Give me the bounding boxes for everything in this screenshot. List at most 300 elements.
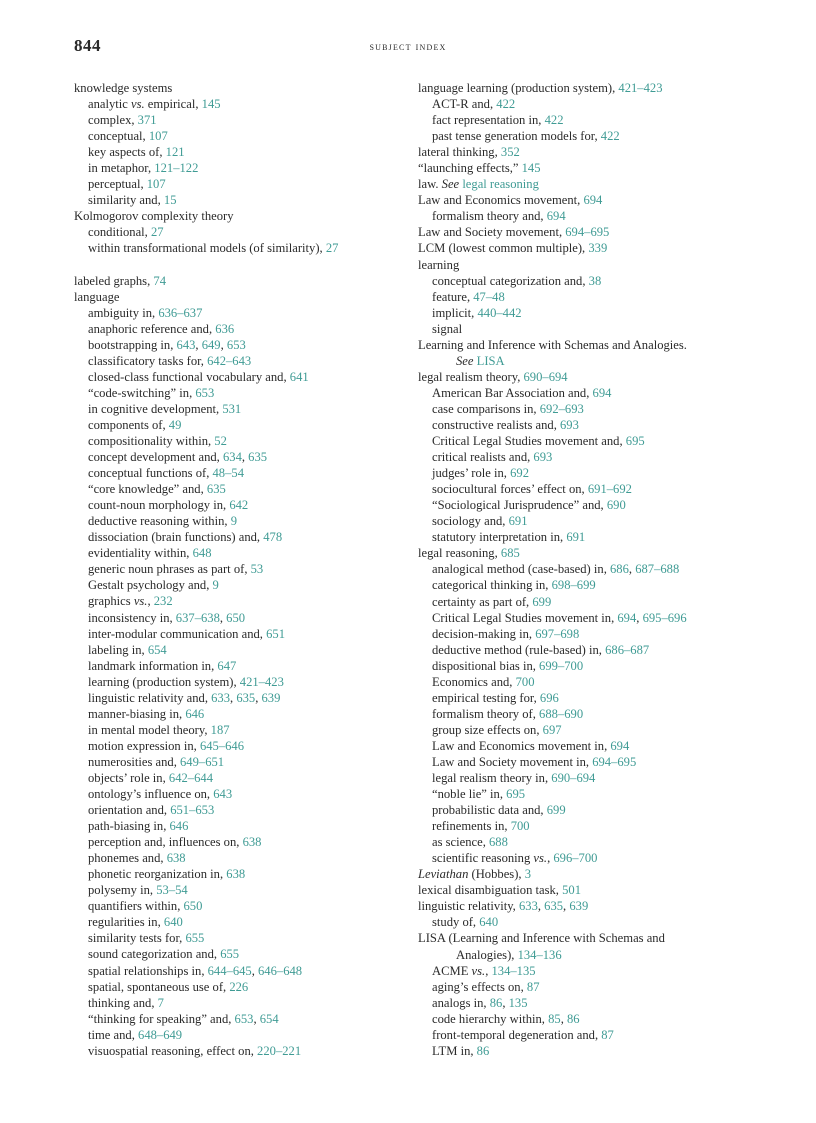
page-reference[interactable]: 691 <box>566 530 586 545</box>
page-reference[interactable]: 651 <box>266 626 285 641</box>
entry-text: phonemes and, <box>88 851 167 866</box>
index-subentry <box>418 834 758 850</box>
entry-text: LISA (Learning and Inference with Schemas and <box>418 931 665 946</box>
index-subentry <box>74 706 404 722</box>
page-reference[interactable]: 690–694 <box>523 369 568 384</box>
entry-text: classificatory tasks for, <box>88 353 208 368</box>
entry-text: lexical disambiguation task, <box>418 883 563 898</box>
entry-text: LTM in, <box>432 1043 477 1058</box>
page-reference[interactable]: 635 <box>236 690 256 705</box>
page-reference[interactable]: 695–696 <box>642 610 687 625</box>
entry-text: , <box>220 337 227 352</box>
page-reference[interactable]: 694–695 <box>592 754 637 769</box>
page-reference[interactable]: 648–649 <box>138 1027 183 1042</box>
entry-text: empirical, <box>144 97 202 112</box>
entry-text: Analogies), <box>456 947 518 962</box>
page-reference[interactable]: 640 <box>479 915 499 930</box>
page-reference[interactable]: 645–646 <box>199 738 245 753</box>
page-reference[interactable]: 688–690 <box>539 706 584 721</box>
index-subentry <box>418 626 758 642</box>
index-subentry <box>418 674 758 690</box>
index-subentry <box>418 706 758 722</box>
entry-text: conceptual categorization and, <box>432 273 589 288</box>
page-reference[interactable]: 695 <box>506 787 526 802</box>
entry-text: Gestalt psychology and, <box>88 578 213 593</box>
index-subentry <box>418 305 758 321</box>
page-reference[interactable]: 699 <box>532 594 552 609</box>
page-reference[interactable]: 642–644 <box>168 770 213 785</box>
page-reference[interactable]: 691 <box>508 514 528 529</box>
page-reference[interactable]: 86 <box>567 1011 580 1026</box>
entry-text: analytic <box>88 97 132 112</box>
entry-text: similarity and, <box>88 193 164 208</box>
index-subentry <box>418 754 758 770</box>
page-reference[interactable]: 635 <box>206 482 226 497</box>
page-reference[interactable]: 692–693 <box>539 401 584 416</box>
entry-spacer <box>74 257 404 273</box>
entry-text: regularities in, <box>88 915 164 930</box>
page-reference[interactable]: 699 <box>546 803 566 818</box>
page-reference[interactable]: 641 <box>289 369 309 384</box>
index-subentry <box>74 898 404 914</box>
page-reference[interactable]: 107 <box>146 177 166 192</box>
entry-text: conceptual functions of, <box>88 466 213 481</box>
index-subentry <box>418 658 758 674</box>
entry-text: learning <box>418 257 460 272</box>
entry-text: inter-modular communication and, <box>88 626 267 641</box>
entry-text: American Bar Association and, <box>432 385 593 400</box>
running-head: subject index <box>369 41 447 53</box>
index-subentry <box>74 112 404 128</box>
page-reference[interactable]: 3 <box>524 867 531 882</box>
index-subentry <box>74 1043 404 1059</box>
page-reference[interactable]: 187 <box>210 722 230 737</box>
page-reference[interactable]: 686 <box>610 562 629 577</box>
page-reference[interactable]: 145 <box>201 97 221 112</box>
page-reference[interactable]: 440–442 <box>477 305 522 320</box>
page-reference[interactable]: 339 <box>588 241 608 256</box>
page-reference[interactable]: 648 <box>192 546 212 561</box>
index-subentry <box>74 786 404 802</box>
page-reference[interactable]: 7 <box>157 995 164 1010</box>
index-subentry <box>418 561 758 577</box>
page-reference[interactable]: 650 <box>226 610 246 625</box>
page-reference[interactable]: 649–651 <box>180 754 225 769</box>
page-reference[interactable]: 639 <box>261 690 281 705</box>
entry-text: deductive method (rule-based) in, <box>432 642 606 657</box>
page-reference[interactable]: 700 <box>515 674 535 689</box>
page-reference[interactable]: 642–643 <box>207 353 252 368</box>
index-subentry <box>74 401 404 417</box>
entry-text: certainty as part of, <box>432 594 533 609</box>
page-reference[interactable]: 121–122 <box>154 161 199 176</box>
page-reference[interactable]: 134–135 <box>491 963 536 978</box>
entry-text: , <box>563 899 570 914</box>
page-reference[interactable]: 685 <box>500 546 520 561</box>
entry-text: , <box>230 690 237 705</box>
page-reference[interactable]: 633 <box>518 899 538 914</box>
page-reference[interactable]: 52 <box>214 433 227 448</box>
entry-text: , <box>255 690 262 705</box>
page-reference[interactable]: 699–700 <box>539 658 584 673</box>
entry-text: closed-class functional vocabulary and, <box>88 369 290 384</box>
index-subentry <box>74 882 404 898</box>
page-reference[interactable]: 27 <box>325 241 339 256</box>
page-reference[interactable]: 9 <box>230 514 237 529</box>
page-reference[interactable]: 694 <box>546 209 566 224</box>
page-reference[interactable]: 646 <box>185 706 205 721</box>
entry-text: learning (production system), <box>88 674 240 689</box>
page-reference[interactable]: 653 <box>226 337 246 352</box>
italic-text: vs. <box>471 963 486 978</box>
index-subentry <box>74 449 404 465</box>
page-reference[interactable]: 696 <box>539 690 559 705</box>
page-reference[interactable]: 654 <box>259 1011 279 1026</box>
page-reference[interactable]: 694 <box>592 385 612 400</box>
entry-text: , <box>547 851 554 866</box>
page-reference[interactable]: 643 <box>176 337 196 352</box>
index-subentry <box>74 850 404 866</box>
page-reference[interactable]: 636 <box>215 321 235 336</box>
entry-text: analogical method (case-based) in, <box>432 562 610 577</box>
entry-text: implicit, <box>432 305 478 320</box>
italic-text: vs. <box>131 97 145 112</box>
entry-text: formalism theory and, <box>432 209 547 224</box>
page-reference[interactable]: 692 <box>510 466 529 481</box>
page-reference[interactable]: legal reasoning <box>462 177 539 192</box>
entry-text: Critical Legal Studies movement and, <box>432 434 626 449</box>
page-reference[interactable]: 48–54 <box>212 466 244 481</box>
entry-text: linguistic relativity and, <box>88 690 212 705</box>
page-reference[interactable]: 651–653 <box>170 803 215 818</box>
entry-text: evidentiality within, <box>88 546 193 561</box>
page-reference[interactable]: 643 <box>213 787 233 802</box>
index-subentry <box>418 770 758 786</box>
page-reference[interactable]: 422 <box>496 97 516 112</box>
entry-text: group size effects on, <box>432 722 543 737</box>
index-subentry <box>74 866 404 882</box>
entry-text: , <box>241 450 249 465</box>
entry-text: within transformational models (of similarity), <box>88 241 326 256</box>
entry-text: ambiguity in, <box>88 305 159 320</box>
page-reference[interactable]: 650 <box>183 899 203 914</box>
index-subentry <box>74 369 404 385</box>
entry-text: aging’s effects on, <box>432 979 527 994</box>
page-reference[interactable]: 696–700 <box>553 851 598 866</box>
entry-text: count-noun morphology in, <box>88 498 230 513</box>
index-subentry <box>74 722 404 738</box>
entry-text: statutory interpretation in, <box>432 530 567 545</box>
index-subentry <box>74 561 404 577</box>
index-entry <box>418 176 758 192</box>
index-subentry <box>74 963 404 979</box>
page-reference[interactable]: 690–694 <box>551 771 596 786</box>
index-subentry <box>74 128 404 144</box>
entry-text: conceptual, <box>88 129 149 144</box>
index-entry <box>74 208 404 224</box>
index-subentry <box>74 96 404 112</box>
page-reference[interactable]: 639 <box>569 899 589 914</box>
entry-text: ontology’s influence on, <box>88 787 214 802</box>
page-reference[interactable]: 15 <box>163 193 177 208</box>
page-reference[interactable]: 232 <box>153 594 173 609</box>
entry-text: “noble lie” in, <box>432 787 507 802</box>
index-entry <box>418 80 758 96</box>
page-reference[interactable]: 145 <box>521 161 541 176</box>
page-reference[interactable]: 694 <box>610 738 630 753</box>
page-reference[interactable]: 695 <box>625 434 645 449</box>
index-subentry <box>74 240 404 256</box>
page-reference[interactable]: 421–423 <box>618 81 663 95</box>
index-subentry <box>418 802 758 818</box>
entry-text: legal realism theory in, <box>432 771 552 786</box>
index-subentry <box>418 995 758 1011</box>
entry-text: law. <box>418 177 442 192</box>
index-subentry <box>418 353 758 369</box>
entry-text: labeling in, <box>88 642 148 657</box>
page-reference[interactable]: 38 <box>588 273 602 288</box>
index-entry <box>418 930 758 946</box>
index-subentry <box>418 497 758 513</box>
entry-text: graphics <box>88 594 134 609</box>
entry-text: , <box>147 594 154 609</box>
entry-text: code hierarchy within, <box>432 1011 549 1026</box>
index-subentry <box>418 433 758 449</box>
entry-text: deductive reasoning within, <box>88 514 231 529</box>
page-reference[interactable]: 87 <box>526 979 540 994</box>
index-subentry <box>74 321 404 337</box>
page-reference[interactable]: 693 <box>533 450 553 465</box>
page-reference[interactable]: 655 <box>220 947 240 962</box>
index-subentry <box>418 385 758 401</box>
index-subentry <box>74 818 404 834</box>
entry-text: objects’ role in, <box>88 770 169 785</box>
index-subentry <box>418 208 758 224</box>
index-subentry <box>418 738 758 754</box>
index-subentry <box>418 321 758 337</box>
page-reference[interactable]: 633 <box>211 690 231 705</box>
index-subentry <box>74 834 404 850</box>
entry-text: critical realists and, <box>432 450 534 465</box>
entry-text: knowledge systems <box>74 81 173 95</box>
page-reference[interactable]: 85 <box>548 1011 561 1026</box>
index-subentry <box>74 417 404 433</box>
index-subentry <box>418 786 758 802</box>
page-reference[interactable]: 691–692 <box>587 482 632 497</box>
page-reference[interactable]: 694 <box>617 610 637 625</box>
index-subentry <box>74 176 404 192</box>
entry-text: Economics and, <box>432 674 516 689</box>
index-entry <box>418 337 758 353</box>
page-reference[interactable]: 653 <box>195 385 215 400</box>
entry-text: feature, <box>432 289 474 304</box>
entry-text: thinking and, <box>88 995 158 1010</box>
page-reference[interactable]: 697–698 <box>535 626 580 641</box>
italic-text: See <box>456 353 474 368</box>
page-reference[interactable]: 646–648 <box>258 963 303 978</box>
page-reference[interactable]: 422 <box>600 129 620 144</box>
index-subentry <box>74 738 404 754</box>
page-reference[interactable]: 121 <box>165 145 185 160</box>
page-reference[interactable]: 649 <box>201 337 221 352</box>
page-reference[interactable]: 53–54 <box>156 883 188 898</box>
page-reference[interactable]: 87 <box>601 1027 614 1042</box>
page-reference[interactable]: 478 <box>263 530 283 545</box>
index-subentry <box>418 449 758 465</box>
index-subentry <box>74 577 404 593</box>
page-reference[interactable]: 635 <box>248 450 268 465</box>
index-subentry <box>74 433 404 449</box>
page-reference[interactable]: 74 <box>153 273 166 288</box>
page-number: 844 <box>74 36 101 55</box>
entry-text: decision-making in, <box>432 626 536 641</box>
page-reference[interactable]: 697 <box>542 722 562 737</box>
page-reference[interactable]: 134–136 <box>517 947 562 962</box>
page-reference[interactable]: 86 <box>476 1043 490 1058</box>
index-subentry <box>74 930 404 946</box>
index-subentry <box>418 529 758 545</box>
index-entry <box>418 545 758 561</box>
index-entry <box>418 866 758 882</box>
entry-text: orientation and, <box>88 803 171 818</box>
entry-text: sociocultural forces’ effect on, <box>432 482 588 497</box>
page-reference[interactable]: 501 <box>562 883 581 898</box>
entry-text: signal <box>432 321 463 336</box>
page-reference[interactable]: 634 <box>222 450 242 465</box>
index-subentry <box>418 112 758 128</box>
page-reference[interactable]: 49 <box>168 417 182 432</box>
entry-text: , <box>253 1011 260 1026</box>
index-subentry <box>418 642 758 658</box>
page-reference[interactable]: 647 <box>217 658 237 673</box>
page-reference[interactable]: 47–48 <box>473 289 505 304</box>
page-reference[interactable]: 531 <box>222 401 242 416</box>
entry-text: “code-switching” in, <box>88 385 196 400</box>
entry-text: perceptual, <box>88 177 147 192</box>
page-reference[interactable]: 700 <box>510 819 530 834</box>
entry-text: manner-biasing in, <box>88 706 186 721</box>
page-reference[interactable]: 644–645 <box>207 963 252 978</box>
index-subentry <box>74 144 404 160</box>
index-entry <box>74 289 404 305</box>
entry-text: phonetic reorganization in, <box>88 867 227 882</box>
page-reference[interactable]: 653 <box>234 1011 254 1026</box>
index-subentry <box>74 995 404 1011</box>
entry-text: judges’ role in, <box>432 466 511 481</box>
page-reference[interactable]: LISA <box>476 353 505 368</box>
index-subentry <box>418 914 758 930</box>
entry-text: ACME <box>432 963 472 978</box>
index-subentry <box>74 593 404 609</box>
entry-text: Critical Legal Studies movement in, <box>432 610 618 625</box>
page-reference[interactable]: 640 <box>163 915 183 930</box>
page-reference[interactable]: 135 <box>508 995 528 1010</box>
page-reference[interactable]: 53 <box>250 562 264 577</box>
entry-text: Law and Society movement, <box>418 225 566 240</box>
page-reference[interactable]: 687–688 <box>635 562 680 577</box>
entry-text: Kolmogorov complexity theory <box>74 209 234 224</box>
page-reference[interactable]: 107 <box>148 129 168 144</box>
index-subentry <box>418 401 758 417</box>
index-subentry <box>418 850 758 866</box>
entry-text: (Hobbes), <box>468 867 525 882</box>
page-reference[interactable]: 371 <box>137 113 157 128</box>
index-subentry <box>418 513 758 529</box>
entry-text: perception and, influences on, <box>88 835 243 850</box>
page-reference[interactable]: 654 <box>147 642 167 657</box>
index-subentry <box>74 353 404 369</box>
index-subentry <box>418 577 758 593</box>
page-reference[interactable]: 86 <box>489 995 503 1010</box>
index-subentry <box>418 465 758 481</box>
entry-text: , <box>502 995 509 1010</box>
page-reference[interactable]: 220–221 <box>257 1043 302 1058</box>
entry-text: , <box>251 963 258 978</box>
index-subentry <box>418 979 758 995</box>
page-reference[interactable]: 694–695 <box>565 225 610 240</box>
entry-text: visuospatial reasoning, effect on, <box>88 1043 258 1058</box>
index-subentry <box>74 610 404 626</box>
entry-text: concept development and, <box>88 450 223 465</box>
page-reference[interactable]: 638 <box>166 851 186 866</box>
entry-text: refinements in, <box>432 819 511 834</box>
index-subentry <box>74 192 404 208</box>
page-reference[interactable]: 688 <box>489 835 508 850</box>
index-subentry <box>418 963 758 979</box>
page-reference[interactable]: 421–423 <box>239 674 284 689</box>
page-reference[interactable]: 636–637 <box>158 305 203 320</box>
index-subentry <box>74 224 404 240</box>
entry-text: complex, <box>88 113 138 128</box>
index-subentry <box>74 642 404 658</box>
entry-text: scientific reasoning <box>432 851 534 866</box>
page-reference[interactable]: 693 <box>560 417 579 432</box>
page-reference[interactable]: 655 <box>185 931 205 946</box>
entry-text: dispositional bias in, <box>432 658 540 673</box>
index-subentry <box>74 626 404 642</box>
page-reference[interactable]: 352 <box>500 145 520 160</box>
entry-text: analogs in, <box>432 995 490 1010</box>
index-subentry <box>74 802 404 818</box>
page-reference[interactable]: 9 <box>212 578 219 593</box>
page-reference[interactable]: 226 <box>229 979 249 994</box>
entry-text: front-temporal degeneration and, <box>432 1027 602 1042</box>
page-reference[interactable]: 686–687 <box>605 642 650 657</box>
entry-text: “core knowledge” and, <box>88 482 207 497</box>
page-reference[interactable]: 635 <box>544 899 564 914</box>
page-reference[interactable]: 422 <box>544 113 564 128</box>
page-reference[interactable]: 638 <box>226 867 246 882</box>
page-reference[interactable]: 694 <box>583 193 603 208</box>
page-reference[interactable]: 698–699 <box>551 578 596 593</box>
entry-text: Law and Economics movement in, <box>432 738 611 753</box>
index-subentry <box>74 465 404 481</box>
page-reference[interactable]: 690 <box>606 498 626 513</box>
index-entry <box>418 144 758 160</box>
page-reference[interactable]: 642 <box>229 498 249 513</box>
page-reference[interactable]: 638 <box>242 835 262 850</box>
index-subentry <box>74 946 404 962</box>
entry-text: time and, <box>88 1027 139 1042</box>
page-reference[interactable]: 27 <box>150 225 164 240</box>
page-reference[interactable]: 646 <box>169 819 189 834</box>
entry-text: legal reasoning, <box>418 546 501 561</box>
entry-text: polysemy in, <box>88 883 157 898</box>
entry-text: legal realism theory, <box>418 369 524 384</box>
entry-text: , <box>219 610 227 625</box>
index-subentry <box>74 690 404 706</box>
page-reference[interactable]: 637–638 <box>175 610 220 625</box>
